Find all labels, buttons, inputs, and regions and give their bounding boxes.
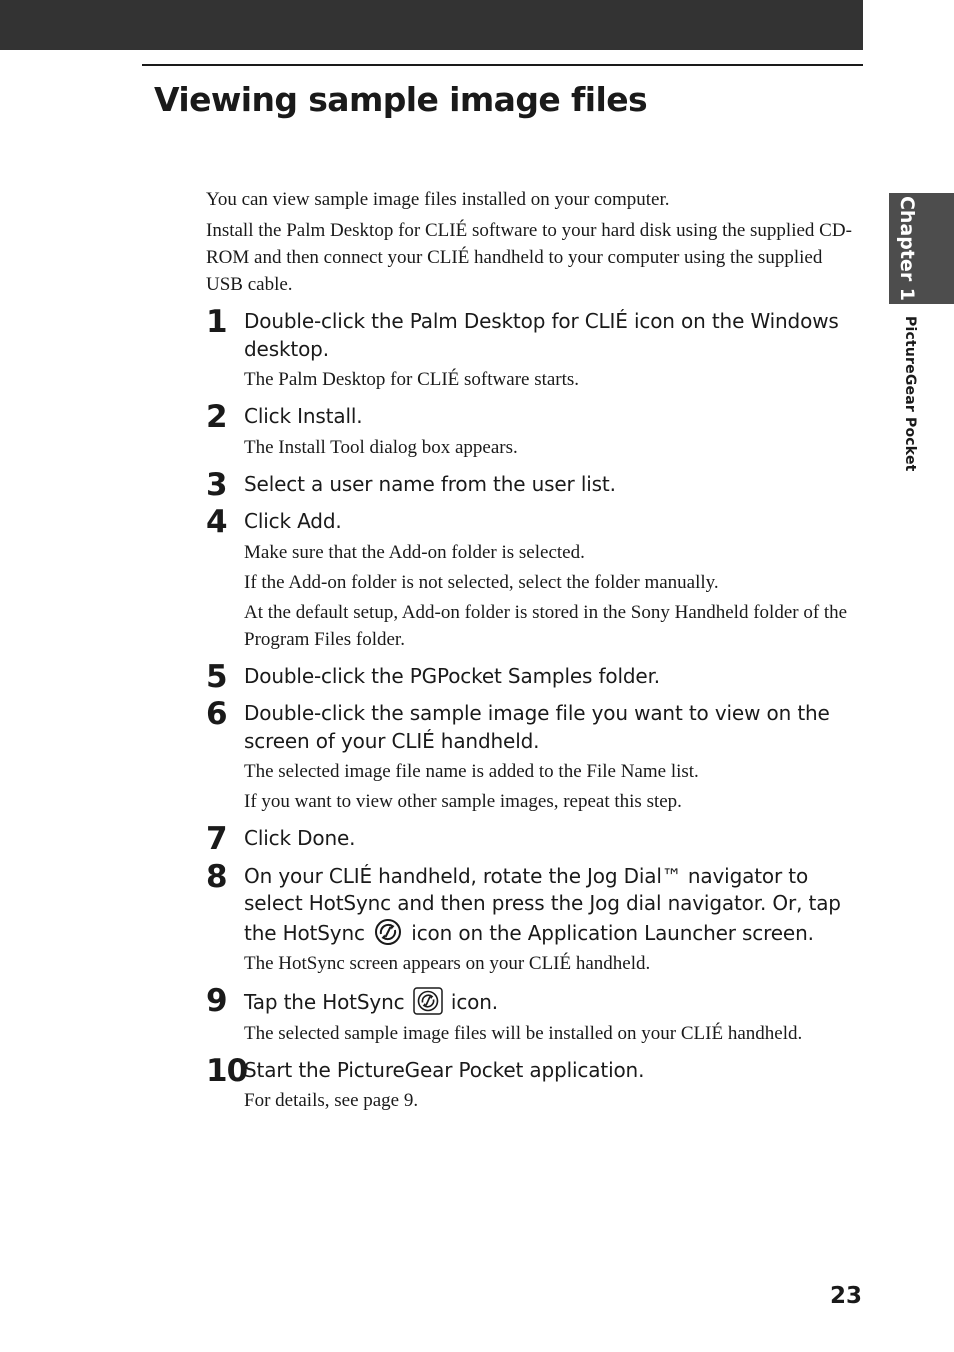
step-number: 8: [206, 858, 227, 895]
step-number: 1: [206, 304, 227, 340]
step-text-part: On your CLIÉ handheld, rotate the Jog Dial™ navigator to select HotSync and then press the Jog dial navigator. Or, tap the HotSync: [244, 863, 841, 945]
step-note: The Palm Desktop for CLIÉ software starts.: [244, 369, 580, 390]
step-note: The selected sample image files will be installed on your CLIÉ handheld.: [244, 1022, 803, 1044]
title-rule: [142, 64, 863, 66]
step-note: If you want to view other sample images, repeat this step.: [244, 791, 682, 812]
step-note: Make sure that the Add-on folder is selected.: [244, 541, 585, 563]
step-instruction: [244, 863, 856, 948]
hotsync-icon: [373, 918, 403, 946]
step-9: [206, 983, 856, 1047]
step-text-part: Tap the HotSync: [244, 990, 405, 1014]
step-instruction: Select a user name from the user list.: [244, 471, 616, 496]
step-instruction: Double-click the sample image file you want to view on the screen of your CLIÉ handheld.: [244, 701, 830, 753]
step-1: [206, 304, 856, 393]
step-instruction: Double-click the Palm Desktop for CLIÉ icon on the Windows desktop.: [244, 309, 839, 361]
step-6: [206, 696, 856, 815]
step-instruction: Click Done.: [244, 826, 356, 850]
intro-paragraph: Install the Palm Desktop for CLIÉ software to your hard disk using the supplied CD-ROM and then connect your CLIÉ handheld to your computer using the supplied USB cable.: [206, 220, 852, 295]
step-number: 7: [206, 821, 227, 857]
step-4: [206, 504, 856, 653]
step-text-part: icon.: [450, 990, 498, 1014]
hotsync-button-icon: [413, 987, 443, 1015]
page-content: [206, 186, 856, 1114]
chapter-label: Chapter 1: [896, 195, 918, 302]
step-number: 2: [206, 399, 227, 435]
step-instruction: [244, 987, 856, 1017]
section-label: PictureGear Pocket: [902, 316, 918, 472]
step-instruction: Start the PictureGear Pocket application.: [244, 1057, 645, 1082]
step-2: [206, 399, 856, 461]
step-number: 9: [206, 983, 227, 1019]
step-note: For details, see page 9.: [244, 1090, 419, 1111]
step-instruction: Click Install.: [244, 404, 363, 428]
step-instruction: Double-click the PGPocket Samples folder.: [244, 663, 661, 688]
page-number: 23: [829, 1283, 862, 1309]
step-number: 3: [206, 466, 227, 503]
page-title: Viewing sample image files: [154, 80, 648, 119]
step-7: [206, 821, 856, 857]
step-note: The HotSync screen appears on your CLIÉ handheld.: [244, 953, 651, 974]
step-instruction: Click Add.: [244, 509, 342, 533]
step-10: [206, 1052, 856, 1115]
step-3: [206, 466, 856, 503]
step-note: If the Add-on folder is not selected, select the folder manually.: [244, 571, 719, 593]
step-text-part: icon on the Application Launcher screen.: [411, 920, 814, 945]
step-note: The selected image file name is added to the File Name list.: [244, 761, 699, 782]
step-number: 10: [206, 1052, 248, 1089]
step-number: 5: [206, 658, 227, 695]
step-number: 4: [206, 504, 227, 540]
step-5: [206, 658, 856, 695]
chapter-tab: [889, 193, 954, 304]
step-8: [206, 858, 856, 978]
header-bar: [0, 0, 863, 50]
step-note: At the default setup, Add-on folder is stored in the Sony Handheld folder of the Program Files folder.: [244, 601, 848, 650]
step-note: The Install Tool dialog box appears.: [244, 436, 518, 458]
intro-paragraph: You can view sample image files installed on your computer.: [206, 189, 670, 210]
step-number: 6: [206, 696, 227, 732]
